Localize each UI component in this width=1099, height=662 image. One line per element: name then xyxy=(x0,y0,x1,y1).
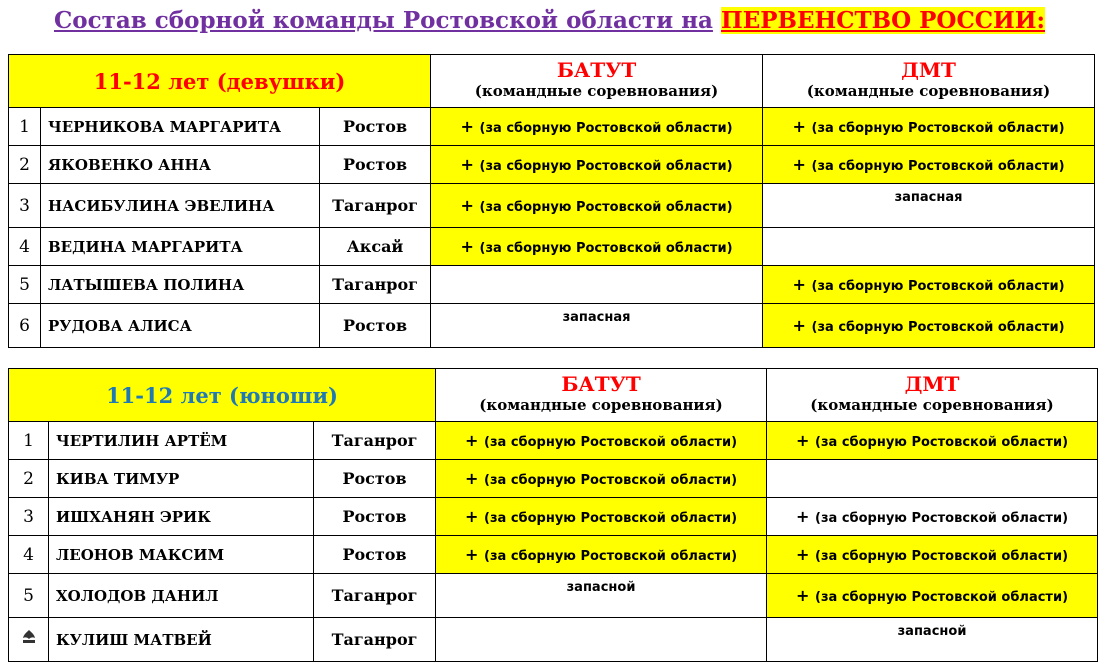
athlete-name: ИШХАНЯН ЭРИК xyxy=(49,498,314,536)
category-label: 11-12 лет (юноши) xyxy=(9,369,436,422)
table-row xyxy=(9,184,1095,228)
athlete-city: Ростов xyxy=(320,108,431,146)
athlete-city: Ростов xyxy=(314,460,436,498)
athlete-name: ХОЛОДОВ ДАНИЛ xyxy=(49,574,314,618)
athlete-city: Аксай xyxy=(320,228,431,266)
dmt-mark-label: (за сборную Ростовской области) xyxy=(811,121,1065,136)
row-number: 3 xyxy=(9,498,49,536)
table-row xyxy=(9,304,1095,348)
column-title-dmt: ДМТ xyxy=(904,372,960,396)
table-row xyxy=(9,618,1098,662)
column-header-batut xyxy=(436,369,767,422)
row-number: 4 xyxy=(9,536,49,574)
title-main: Состав сборной команды Ростовской области на xyxy=(53,7,713,34)
athlete-name: ЛАТЫШЕВА ПОЛИНА xyxy=(41,266,320,304)
batut-selected-cell xyxy=(431,184,763,228)
dmt-mark-label: (за сборную Ростовской области) xyxy=(815,590,1069,605)
batut-mark-label: (за сборную Ростовской области) xyxy=(484,473,738,488)
table-header-row xyxy=(9,55,1095,108)
athlete-name: ЛЕОНОВ МАКСИМ xyxy=(49,536,314,574)
table-row xyxy=(9,108,1095,146)
dmt-mark-label: (за сборную Ростовской области) xyxy=(811,159,1065,174)
athlete-city: Таганрог xyxy=(314,422,436,460)
batut-mark-label: (за сборную Ростовской области) xyxy=(484,549,738,564)
column-subtitle-dmt: (командные соревнования) xyxy=(806,82,1051,100)
plus-mark: + xyxy=(460,196,480,215)
row-number: 6 xyxy=(9,304,41,348)
table-row xyxy=(9,574,1098,618)
title-highlight: ПЕРВЕНСТВО РОССИИ: xyxy=(720,7,1046,34)
batut-selected-cell xyxy=(436,460,767,498)
athlete-name: КУЛИШ МАТВЕЙ xyxy=(49,618,314,662)
athlete-city: Таганрог xyxy=(320,266,431,304)
dmt-mark-label: (за сборную Ростовской области) xyxy=(815,549,1069,564)
batut-selected-cell xyxy=(436,536,767,574)
athlete-name: НАСИБУЛИНА ЭВЕЛИНА xyxy=(41,184,320,228)
table-row xyxy=(9,422,1098,460)
batut-selected-cell xyxy=(431,146,763,184)
row-number: 4 xyxy=(9,228,41,266)
plus-mark: + xyxy=(792,117,812,136)
dmt-mark-label: (за сборную Ростовской области) xyxy=(815,511,1069,526)
dmt-mark-label: (за сборную Ростовской области) xyxy=(815,435,1069,450)
plus-mark: + xyxy=(465,469,485,488)
plus-mark: + xyxy=(796,586,816,605)
row-number: 5 xyxy=(9,266,41,304)
batut-selected-cell xyxy=(431,108,763,146)
table-row xyxy=(9,146,1095,184)
dmt-selected-cell xyxy=(767,574,1098,618)
batut-selected-cell xyxy=(436,422,767,460)
batut-reserve-cell: запасной xyxy=(436,574,767,618)
dmt-empty-cell xyxy=(763,228,1095,266)
athlete-city: Таганрог xyxy=(314,618,436,662)
column-title-batut: БАТУТ xyxy=(556,58,637,82)
athlete-name: РУДОВА АЛИСА xyxy=(41,304,320,348)
batut-reserve-cell: запасная xyxy=(431,304,763,348)
athlete-city: Ростов xyxy=(314,498,436,536)
plus-mark: + xyxy=(796,431,816,450)
plus-mark: + xyxy=(792,155,812,174)
column-title-batut: БАТУТ xyxy=(561,372,641,396)
plus-mark: + xyxy=(465,545,485,564)
dmt-mark-label: (за сборную Ростовской области) xyxy=(811,279,1065,294)
plus-mark: + xyxy=(465,507,485,526)
batut-mark-label: (за сборную Ростовской области) xyxy=(484,435,738,450)
batut-mark-label: (за сборную Ростовской области) xyxy=(484,511,738,526)
table-row xyxy=(9,460,1098,498)
athlete-name: КИВА ТИМУР xyxy=(49,460,314,498)
athlete-name: ВЕДИНА МАРГАРИТА xyxy=(41,228,320,266)
column-header-batut xyxy=(431,55,763,108)
dmt-selected-cell xyxy=(763,304,1095,348)
category-label: 11-12 лет (девушки) xyxy=(9,55,431,108)
dmt-selected-cell xyxy=(763,108,1095,146)
batut-empty-cell xyxy=(431,266,763,304)
ornament-icon xyxy=(21,629,37,650)
column-title-dmt: ДМТ xyxy=(901,58,956,82)
dmt-selected-cell xyxy=(767,536,1098,574)
batut-mark-label: (за сборную Ростовской области) xyxy=(479,121,733,136)
athlete-city: Ростов xyxy=(320,146,431,184)
dmt-selected-cell xyxy=(763,266,1095,304)
row-number: 1 xyxy=(9,422,49,460)
dmt-reserve-cell: запасная xyxy=(763,184,1095,228)
table-row xyxy=(9,266,1095,304)
row-number: 1 xyxy=(9,108,41,146)
column-header-dmt xyxy=(767,369,1098,422)
athlete-city: Ростов xyxy=(314,536,436,574)
dmt-reserve-cell: запасной xyxy=(767,618,1098,662)
batut-mark-label: (за сборную Ростовской области) xyxy=(479,241,733,256)
girls-table xyxy=(8,54,1095,348)
plus-mark: + xyxy=(465,431,485,450)
athlete-name: ЧЕРТИЛИН АРТЁМ xyxy=(49,422,314,460)
column-subtitle-batut: (командные соревнования) xyxy=(479,396,723,414)
row-number: 2 xyxy=(9,460,49,498)
athlete-name: ЯКОВЕНКО АННА xyxy=(41,146,320,184)
plus-mark: + xyxy=(460,117,480,136)
athlete-city: Ростов xyxy=(320,304,431,348)
dmt-mark-label: (за сборную Ростовской области) xyxy=(811,320,1065,335)
page-title xyxy=(0,4,1099,38)
plus-mark: + xyxy=(460,155,480,174)
table-header-row xyxy=(9,369,1098,422)
athlete-city: Таганрог xyxy=(320,184,431,228)
batut-empty-cell xyxy=(436,618,767,662)
dmt-selected-cell xyxy=(767,498,1098,536)
boys-table xyxy=(8,368,1098,662)
column-header-dmt xyxy=(763,55,1095,108)
table-row xyxy=(9,498,1098,536)
athlete-city: Таганрог xyxy=(314,574,436,618)
plus-mark: + xyxy=(792,275,812,294)
dmt-empty-cell xyxy=(767,460,1098,498)
plus-mark: + xyxy=(792,316,812,335)
plus-mark: + xyxy=(796,507,816,526)
row-number: 3 xyxy=(9,184,41,228)
column-subtitle-dmt: (командные соревнования) xyxy=(810,396,1054,414)
row-number: 5 xyxy=(9,574,49,618)
table-row xyxy=(9,228,1095,266)
batut-selected-cell xyxy=(431,228,763,266)
batut-mark-label: (за сборную Ростовской области) xyxy=(479,159,733,174)
table-row xyxy=(9,536,1098,574)
row-number xyxy=(9,618,49,662)
dmt-selected-cell xyxy=(763,146,1095,184)
dmt-selected-cell xyxy=(767,422,1098,460)
plus-mark: + xyxy=(796,545,816,564)
row-number: 2 xyxy=(9,146,41,184)
batut-selected-cell xyxy=(436,498,767,536)
athlete-name: ЧЕРНИКОВА МАРГАРИТА xyxy=(41,108,320,146)
column-subtitle-batut: (командные соревнования) xyxy=(474,82,719,100)
plus-mark: + xyxy=(460,237,480,256)
batut-mark-label: (за сборную Ростовской области) xyxy=(479,200,733,215)
